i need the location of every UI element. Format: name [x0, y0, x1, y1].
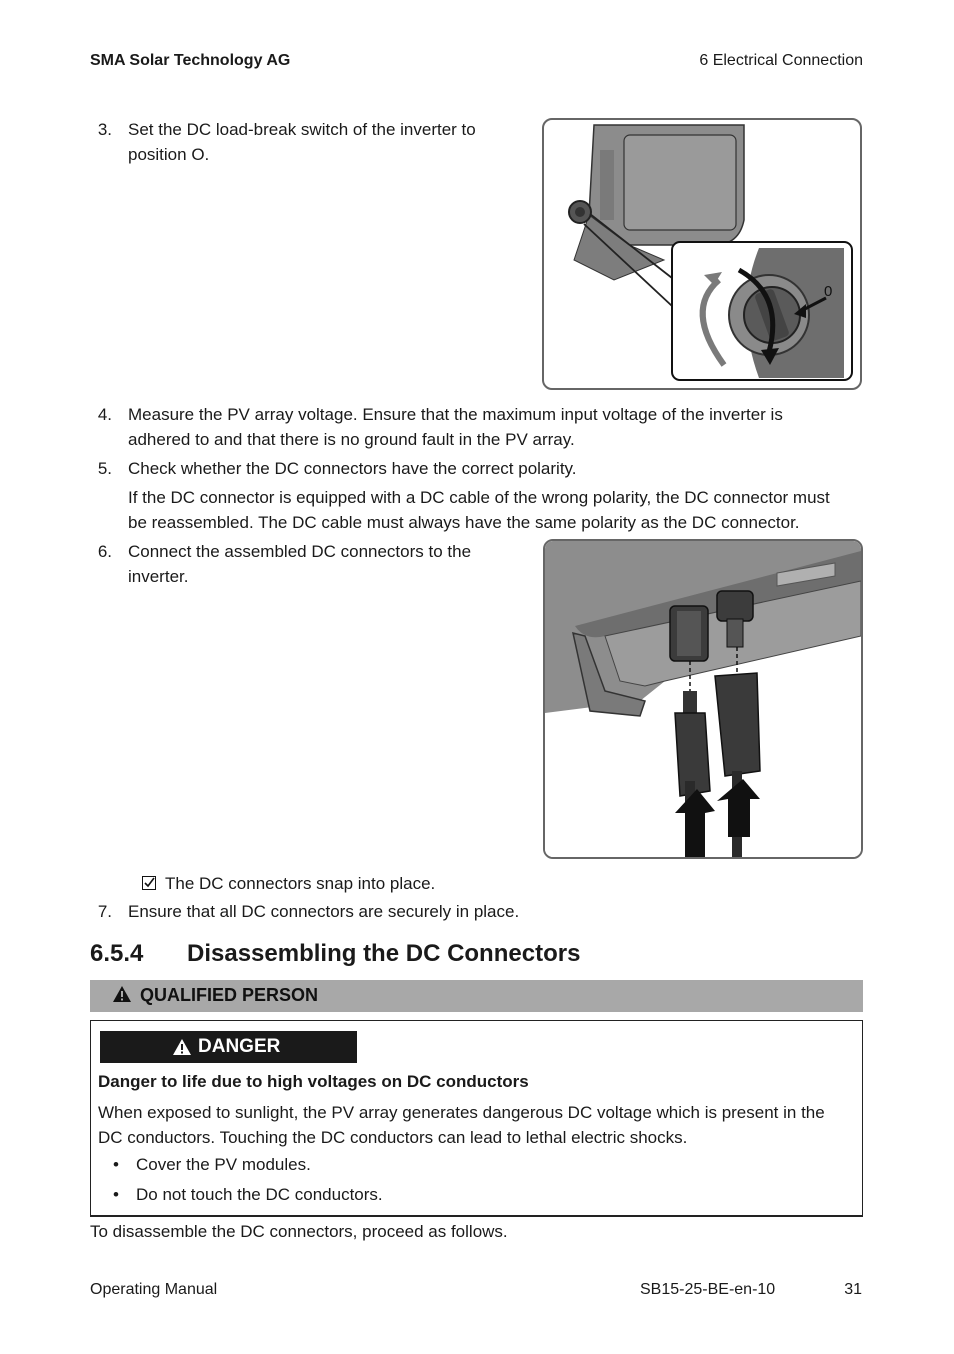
danger-label-text: DANGER	[198, 1036, 281, 1057]
inverter-switch-illustration	[544, 120, 860, 388]
warning-triangle-icon	[112, 985, 132, 1008]
step-number: 3.	[97, 120, 112, 139]
qualified-person-text: QUALIFIED PERSON	[140, 985, 319, 1005]
figure-dc-switch	[542, 118, 862, 390]
section-heading: Disassembling the DC Connectors	[187, 940, 581, 967]
step-line: If the DC connector is equipped with a DC cable of the wrong polarity, the DC connector must	[128, 488, 830, 507]
footer-manual-title: Operating Manual	[90, 1281, 218, 1298]
result-text: The DC connectors snap into place.	[165, 874, 436, 893]
step-5-detail	[90, 485, 880, 535]
step-line: inverter.	[128, 567, 189, 586]
danger-label	[100, 1031, 357, 1063]
step-line: Connect the assembled DC connectors to the	[128, 542, 472, 561]
step-7	[90, 899, 690, 924]
danger-body-line: When exposed to sunlight, the PV array generates dangerous DC voltage which is present in the	[98, 1103, 825, 1122]
dc-connectors-illustration	[545, 541, 861, 857]
danger-heading: Danger to life due to high voltages on DC conductors	[98, 1072, 529, 1091]
step-number: 5.	[97, 459, 112, 478]
warning-triangle-icon	[172, 1038, 192, 1056]
figure-dc-connectors	[543, 539, 863, 859]
step-number: 6.	[97, 542, 112, 561]
step-6	[90, 539, 510, 589]
checkbox-checked-icon	[142, 876, 156, 890]
step-line: be reassembled. The DC cable must always have the same polarity as the DC connector.	[128, 513, 800, 532]
header-chapter: 6 Electrical Connection	[699, 52, 863, 69]
danger-bullet: • Cover the PV modules.	[113, 1155, 311, 1174]
switch-position-label: 0	[824, 283, 833, 300]
step-3	[90, 117, 510, 167]
danger-body-line: DC conductors. Touching the DC conductors can lead to lethal electric shocks.	[98, 1128, 688, 1147]
result-line	[142, 871, 542, 896]
bullet-text: Cover the PV modules.	[136, 1155, 311, 1174]
step-line: adhered to and that there is no ground fault in the PV array.	[128, 430, 575, 449]
danger-body	[98, 1100, 858, 1150]
step-number: 4.	[97, 405, 112, 424]
step-4	[90, 402, 870, 452]
step-line: Measure the PV array voltage. Ensure that the maximum input voltage of the inverter is	[128, 405, 783, 424]
header-company: SMA Solar Technology AG	[90, 52, 291, 69]
step-line: Set the DC load-break switch of the inverter to	[128, 120, 476, 139]
section-number: 6.5.4	[90, 940, 144, 967]
section-title	[90, 940, 580, 968]
danger-bullet: • Do not touch the DC conductors.	[113, 1185, 383, 1204]
step-line: Ensure that all DC connectors are securely in place.	[128, 902, 520, 921]
bullet-text: Do not touch the DC conductors.	[136, 1185, 383, 1204]
qualified-person-label	[112, 985, 318, 1008]
step-number: 7.	[97, 902, 112, 921]
page-number: 31	[844, 1281, 862, 1298]
step-line: Check whether the DC connectors have the correct polarity.	[128, 459, 577, 478]
step-5	[90, 456, 870, 481]
footer-doc-id: SB15-25-BE-en-10	[640, 1281, 776, 1298]
closing-text: To disassemble the DC connectors, proceed as follows.	[90, 1222, 508, 1241]
step-line: position O.	[128, 145, 210, 164]
